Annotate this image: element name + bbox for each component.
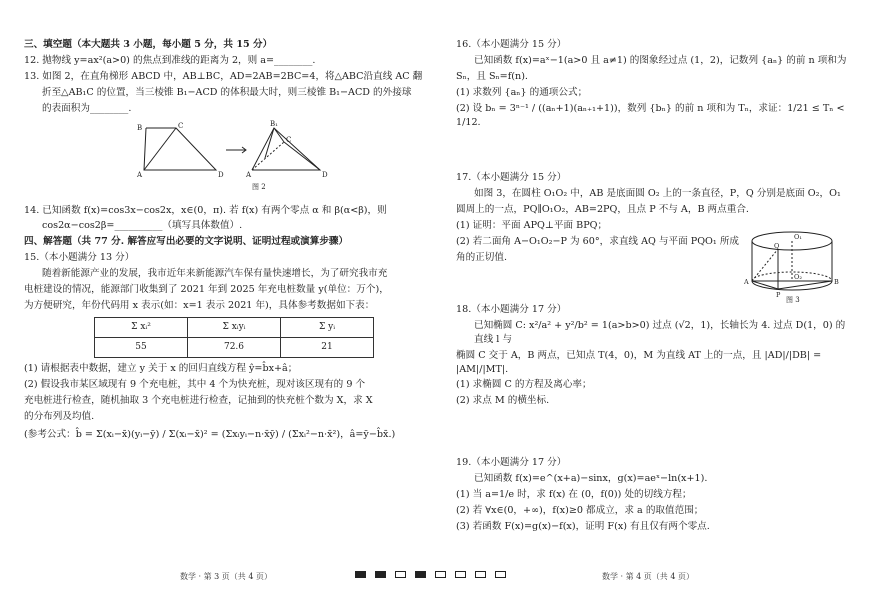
figure-3-caption: 图 3 (786, 296, 800, 305)
question-15-sub-2-line-2: 充电桩进行检查，随机抽取 3 个充电桩进行检查，记抽到的快充桩个数为 X，求 X (24, 394, 373, 406)
table-header-row (95, 317, 374, 337)
svg-text:D: D (218, 170, 224, 179)
question-13-line-3: 的表面积为________. (42, 102, 132, 114)
table-value-cell: 21 (281, 337, 374, 357)
figure-3-cylinder (744, 229, 844, 299)
figure-2 (134, 120, 384, 198)
question-15-sub-2-line-1: (2) 假设我市某区域现有 9 个充电桩，其中 4 个为快充桩，现对该区现有的 9 个 (24, 378, 366, 390)
question-16-para-1: 已知函数 f(x)=aˣ−1(a>0 且 a≠1) 的图象经过点 (1，2)，记数列 {aₙ} 的前 n 项和为 (474, 54, 847, 66)
question-16-sub-1: (1) 求数列 {aₙ} 的通项公式； (456, 86, 588, 98)
alignment-mark (355, 571, 366, 578)
question-15-header: 15.（本小题满分 13 分） (24, 252, 135, 264)
svg-text:P: P (776, 291, 781, 300)
table-value-cell: 55 (95, 337, 188, 357)
alignment-mark (435, 571, 446, 578)
question-15-sub-2-line-3: 的分布列及均值. (24, 410, 95, 422)
question-12: 12. 抛物线 y=ax²(a>0) 的焦点到准线的距离为 2，则 a=________. (24, 54, 316, 66)
table-value-row (95, 337, 374, 357)
reference-data-table (94, 317, 374, 358)
question-19-sub-1: (1) 当 a=1/e 时，求 f(x) 在 (0，f(0)) 处的切线方程； (456, 489, 692, 501)
question-18-para-2: 椭圆 C 交于 A，B 两点，已知点 T(4，0)，M 为直线 AT 上的一点，且 |AD|/|DB| = |AM|/|MT|. (456, 349, 822, 375)
svg-text:Q: Q (774, 242, 780, 251)
question-17-sub-2-line-1: (2) 若二面角 A−O₁O₂−P 为 60°，求直线 AQ 与平面 PQO₁ 所成 (456, 236, 740, 248)
alignment-mark (415, 571, 426, 578)
page-4-footer: 数学 · 第 4 页（共 4 页） (602, 572, 694, 581)
svg-text:A: A (137, 170, 143, 179)
alignment-mark (475, 571, 486, 578)
question-16-header: 16.（本小题满分 15 分） (456, 39, 567, 50)
question-17-para-2: 圆周上的一点，PQ∥O₁O₂，AB=2PQ，且点 P 不与 A，B 两点重合. (456, 204, 749, 216)
question-16-sub-2: (2) 设 bₙ = 3ⁿ⁻¹ / ((aₙ+1)(aₙ₊₁+1))，数列 {bₙ} 的前 n 项和为 Tₙ，求证：1/21 ≤ Tₙ < 1/12. (456, 102, 845, 128)
svg-text:C: C (286, 135, 292, 144)
question-19-sub-3: (3) 若函数 F(x)=g(x)−f(x)，证明 F(x) 有且仅有两个零点. (456, 520, 710, 532)
question-19-para-1: 已知函数 f(x)=e^(x+a)−sinx，g(x)=aeˣ−ln(x+1). (474, 473, 708, 485)
question-17-sub-1: (1) 证明：平面 APQ⊥平面 BPQ； (456, 220, 608, 232)
question-15-para-1: 随着新能源产业的发展，我市近年来新能源汽车保有量快速增长，为了研究我市充 (42, 268, 388, 280)
spacer (456, 131, 854, 169)
question-15-para-2: 电桩建设的情况，能源部门收集到了 2021 年到 2025 年充电桩数量 y(单位：万个)， (24, 284, 389, 296)
question-18-header: 18.（本小题满分 17 分） (456, 303, 567, 315)
question-15-reference-formula: (参考公式：b̂ = Σ(xᵢ−x̄)(yᵢ−ȳ) / Σ(xᵢ−x̄)² = (Σxᵢyᵢ−n·x̄ȳ) / (Σxᵢ²−n·x̄²)，â=ȳ−b̂x̄.) (24, 428, 396, 440)
figure-2-caption: 图 2 (252, 182, 266, 191)
svg-text:O₂: O₂ (794, 273, 802, 282)
question-17-block (456, 171, 854, 305)
question-13-line-2: 折至△AB₁C 的位置，当三棱锥 B₁−ACD 的体积最大时，则三棱锥 B₁−ACD 的外接球 (42, 86, 412, 98)
page-3-column (24, 36, 429, 444)
alignment-mark (395, 571, 406, 578)
page-4-column (456, 36, 854, 536)
question-18-sub-2: (2) 求点 M 的横坐标. (456, 395, 550, 407)
question-17-sub-2-line-2: 角的正切值. (456, 251, 508, 263)
spacer (456, 410, 854, 454)
question-18-para-1: 已知椭圆 C: x²/a² + y²/b² = 1(a>b>0) 过点 (√2，1)，长轴长为 4. 过点 D(1，0) 的直线 l 与 (474, 319, 846, 345)
question-14-line-1: 14. 已知函数 f(x)=cos3x−cos2x，x∈(0，π). 若 f(x) 有两个零点 α 和 β(α<β)，则 (24, 204, 387, 216)
alignment-marks (355, 571, 506, 578)
question-15-sub-1: (1) 请根据表中数据，建立 y 关于 x 的回归直线方程 ŷ=b̂x+â； (24, 362, 298, 374)
table-value-cell: 72.6 (188, 337, 281, 357)
page-3-footer: 数学 · 第 3 页（共 4 页） (180, 572, 272, 581)
svg-text:A: A (744, 278, 749, 287)
svg-text:B₁: B₁ (270, 119, 278, 128)
svg-text:B: B (137, 123, 143, 132)
question-14-line-2: cos2α−cos2β=__________（填写具体数值）. (42, 220, 243, 232)
question-15-para-3: 为方便研究，年份代码用 x 表示(如：x=1 表示 2021 年)，具体参考数据如下表： (24, 299, 375, 311)
table-header-cell: Σ xᵢ² (95, 317, 188, 337)
figure-3 (744, 229, 844, 304)
question-16-para-2: Sₙ，且 Sₙ=f(n). (456, 70, 528, 82)
question-13-line-1: 13. 如图 2，在直角梯形 ABCD 中，AB⊥BC，AD=2AB=2BC=4，将△ABC沿直线 AC 翻 (24, 70, 423, 82)
table-header-cell: Σ yᵢ (281, 317, 374, 337)
svg-text:A: A (246, 170, 252, 179)
question-18-sub-1: (1) 求椭圆 C 的方程及离心率； (456, 379, 592, 391)
svg-text:C: C (178, 121, 184, 130)
svg-text:B: B (834, 278, 839, 287)
section-solutions-title: 四、解答题（共 77 分. 解答应写出必要的文字说明、证明过程或演算步骤） (24, 236, 349, 248)
question-19-header: 19.（本小题满分 17 分） (456, 457, 567, 469)
figure-2-diagram (134, 120, 384, 180)
question-17-para-1: 如图 3，在圆柱 O₁O₂ 中，AB 是底面圆 O₂ 上的一条直径，P，Q 分别是底面 O₂，O₁ (474, 188, 841, 200)
table-header-cell: Σ xᵢyᵢ (188, 317, 281, 337)
question-19-sub-2: (2) 若 ∀x∈(0，+∞)，f(x)≥0 都成立，求 a 的取值范围； (456, 504, 704, 516)
alignment-mark (455, 571, 466, 578)
alignment-mark (495, 571, 506, 578)
section-fill-in-title: 三、填空题（本大题共 3 小题，每小题 5 分，共 15 分） (24, 39, 273, 50)
svg-text:D: D (322, 170, 328, 179)
question-17-header: 17.（本小题满分 15 分） (456, 172, 567, 184)
svg-text:O₁: O₁ (794, 233, 802, 242)
alignment-mark (375, 571, 386, 578)
